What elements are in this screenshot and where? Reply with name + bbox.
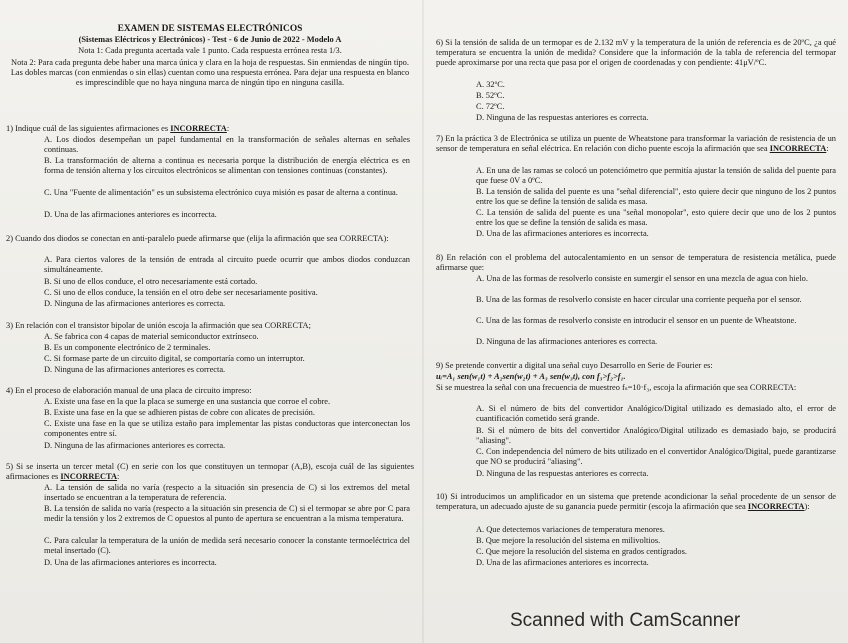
question-6-option-d: D. Ninguna de las respuestas anteriores es correcta.: [476, 113, 649, 122]
question-9-option-d: D. Ninguna de las respuestas anteriores es correcta.: [476, 469, 649, 478]
scanner-watermark: Scanned with CamScanner: [510, 610, 741, 631]
question-6-option-c: C. 72ºC.: [476, 102, 505, 111]
question-8-option-a: A. Una de las formas de resolverlo consiste en sumergir el sensor en una mezcla de agua con hielo.: [476, 274, 808, 283]
exam-title: EXAMEN DE SISTEMAS ELECTRÓNICOS: [117, 24, 303, 34]
question-1-option-c: C. Una "Fuente de alimentación" es un subsistema electrónico cuya misión es pasar de alterna a continua.: [44, 188, 398, 197]
question-7-option-b: B. La tensión de salida del puente es una "señal diferencial", esto quiere decir que ninguno de los 2 puntos entre los que se define la tensión de salida es masa.: [476, 187, 836, 207]
question-8-option-b: B. Una de las formas de resolverlo consiste en hacer circular una corriente pequeña por el sensor.: [476, 295, 802, 304]
note-2: Nota 2: Para cada pregunta debe haber una marca única y clara en la hoja de respuestas. Sin enmiendas de ningún tipo. Las dobles marcas (con enmiendas o sin ellas) cuentan como una respuesta errónea. Para dejar una respuesta en blanco es imprescindible que no haya ninguna marca de ningún tipo en ninguna casilla.: [10, 58, 410, 88]
question-1-stem: 1) Indique cuál de las siguientes afirmaciones es INCORRECTA:: [6, 124, 230, 133]
question-2-stem: 2) Cuando dos diodos se conectan en anti-paralelo puede afirmarse que (elija la afirmación que sea CORRECTA):: [6, 234, 389, 243]
question-3-option-d: D. Ninguna de las afirmaciones anteriores es correcta.: [44, 365, 226, 374]
question-4-option-d: D. Ninguna de las afirmaciones anteriores es correcta.: [44, 441, 226, 450]
question-9-formula: uᵢ=A₁ sen(w₁t) + A₂sen(w₂t) + A₃ sen(w₃t), con f₃>f₂>f₁.: [436, 372, 626, 381]
question-2-option-a: A. Para ciertos valores de la tensión de entrada al circuito puede ocurrir que ambos diodos conduzcan simultáneamente.: [44, 255, 410, 275]
question-2-option-b: B. Si uno de ellos conduce, el otro necesariamente está cortado.: [44, 277, 258, 286]
exam-subtitle: (Sistemas Eléctricos y Electrónicos) - Test - 6 de Junio de 2022 - Modelo A: [78, 35, 342, 44]
question-7-option-d: D. Una de las afirmaciones anteriores es incorrecta.: [476, 229, 649, 238]
question-6-option-b: B. 52ºC.: [476, 91, 505, 100]
question-1-option-b: B. La transformación de alterna a continua es necesaria porque la distribución de energía eléctrica es en forma de tensión alterna y los circuitos electrónicos se alimentan con tensiones continuas (constantes).: [44, 156, 410, 176]
question-1-option-a: A. Los diodos desempeñan un papel fundamental en la transformación de señales alternas en señales continuas.: [44, 135, 410, 155]
question-9-option-a: A. Si el número de bits del convertidor Analógico/Digital utilizado es demasiado alto, el error de cuantificación cometido será grande.: [476, 404, 836, 424]
question-10-option-c: C. Que mejore la resolución del sistema en grados centígrados.: [476, 547, 687, 556]
note-1: Nota 1: Cada pregunta acertada vale 1 punto. Cada respuesta errónea resta 1/3.: [78, 46, 342, 55]
question-1-option-d: D. Una de las afirmaciones anteriores es incorrecta.: [44, 210, 217, 219]
question-2-option-c: C. Si uno de ellos conduce, la tensión en el otro debe ser necesariamente positiva.: [44, 288, 318, 297]
question-8-option-d: D. Ninguna de las afirmaciones anteriores es correcta.: [476, 337, 658, 346]
question-5-option-a: A. La tensión de salida no varía (respecto a la situación sin presencia de C) si los extremos del metal insertado se encuentran a la temperatura de referencia.: [44, 483, 410, 503]
question-4-option-c: C. Existe una fase en la que se utiliza estaño para implementar las pistas conductoras que interconectan los componentes entre sí.: [44, 419, 410, 439]
page-fold: [422, 0, 424, 643]
question-5-stem: 5) Si se inserta un tercer metal (C) en serie con los que constituyen un termopar (A,B), escoja cuál de las siguientes afirmaciones es INCORRECTA:: [6, 462, 414, 482]
question-9-stem: 9) Se pretende convertir a digital una señal cuyo Desarrollo en Serie de Fourier es:: [436, 361, 713, 370]
question-7-option-a: A. En una de las ramas se colocó un potenciómetro que permitía ajustar la tensión de salida del puente para que fuese 0V a 0ºC.: [476, 166, 836, 186]
question-3-option-a: A. Se fabrica con 4 capas de material semiconductor extrínseco.: [44, 332, 259, 341]
question-5-option-d: D. Una de las afirmaciones anteriores es incorrecta.: [44, 558, 217, 567]
question-9-option-b: B. Si el número de bits del convertidor Analógico/Digital utilizado es demasiado bajo, se producirá "aliasing".: [476, 426, 836, 446]
question-6-stem: 6) Si la tensión de salida de un termopar es de 2.132 mV y la temperatura de la unión de referencia es de 20ºC, ¿a qué temperatura se encuentra la unión de medida? Considere que la información de la tabla de referencia del termopar puede aproximarse por una recta que pasa por el origen de coordenadas y con pendiente: 41μV/ºC.: [436, 38, 836, 68]
question-4-stem: 4) En el proceso de elaboración manual de una placa de circuito impreso:: [6, 386, 252, 395]
question-4-option-a: A. Existe una fase en la que la placa se sumerge en una sustancia que corroe el cobre.: [44, 397, 331, 406]
question-10-option-a: A. Que detectemos variaciones de temperatura menores.: [476, 525, 665, 534]
question-5-option-b: B. La tensión de salida no varía (respecto a la situación sin presencia de C) si el termopar se abre por C para medir la tensión y los 2 extremos de C opuestos al punto de apertura se encuentran a la misma temperatura.: [44, 504, 410, 524]
question-3-option-c: C. Si formase parte de un circuito digital, se comportaría como un interruptor.: [44, 354, 305, 363]
question-10-stem: 10) Si introducimos un amplificador en un sistema que pretende acondicionar la señal procedente de un sensor de temperatura, un adecuado ajuste de su ganancia puede permitir (escoja la afirmación que sea INCORRECTA):: [436, 492, 836, 512]
question-9-option-c: C. Con independencia del número de bits utilizado en el convertidor Analógico/Digital, puede garantizarse que NO se producirá "aliasing".: [476, 447, 836, 467]
question-10-option-b: B. Que mejore la resolución del sistema en milivoltios.: [476, 536, 661, 545]
question-9-stem-2: Si se muestrea la señal con una frecuencia de muestreo fₛ=10·f₃, escoja la afirmación que sea CORRECTA:: [436, 383, 797, 392]
question-2-option-d: D. Ninguna de las afirmaciones anteriores es correcta.: [44, 299, 226, 308]
question-6-option-a: A. 32ºC.: [476, 80, 505, 89]
question-8-option-c: C. Una de las formas de resolverlo consiste en introducir el sensor en un puente de Wheatstone.: [476, 316, 797, 325]
question-5-option-c: C. Para calcular la temperatura de la unión de medida será necesario conocer la constante termoeléctrica del metal insertado (C).: [44, 536, 410, 556]
question-3-option-b: B. Es un componente electrónico de 2 terminales.: [44, 343, 211, 352]
question-4-option-b: B. Existe una fase en la que se adhieren pistas de cobre con alicates de precisión.: [44, 408, 315, 417]
question-8-stem: 8) En relación con el problema del autocalentamiento en un sensor de temperatura de resistencia metálica, puede afirmarse que:: [436, 253, 836, 273]
question-10-option-d: D. Una de las afirmaciones anteriores es incorrecta.: [476, 558, 649, 567]
question-7-option-c: C. La tensión de salida del puente es una "señal monopolar", esto quiere decir que uno de los 2 puntos entre los que se define la tensión de salida es masa.: [476, 208, 836, 228]
question-7-stem: 7) En la práctica 3 de Electrónica se utiliza un puente de Wheatstone para transformar la variación de resistencia de un sensor de temperatura en señal eléctrica. En relación con dicho puente escoja la afirmación que sea INCORRECTA:: [436, 134, 836, 154]
question-3-stem: 3) En relación con el transistor bipolar de unión escoja la afirmación que sea CORRECTA;: [6, 321, 311, 330]
